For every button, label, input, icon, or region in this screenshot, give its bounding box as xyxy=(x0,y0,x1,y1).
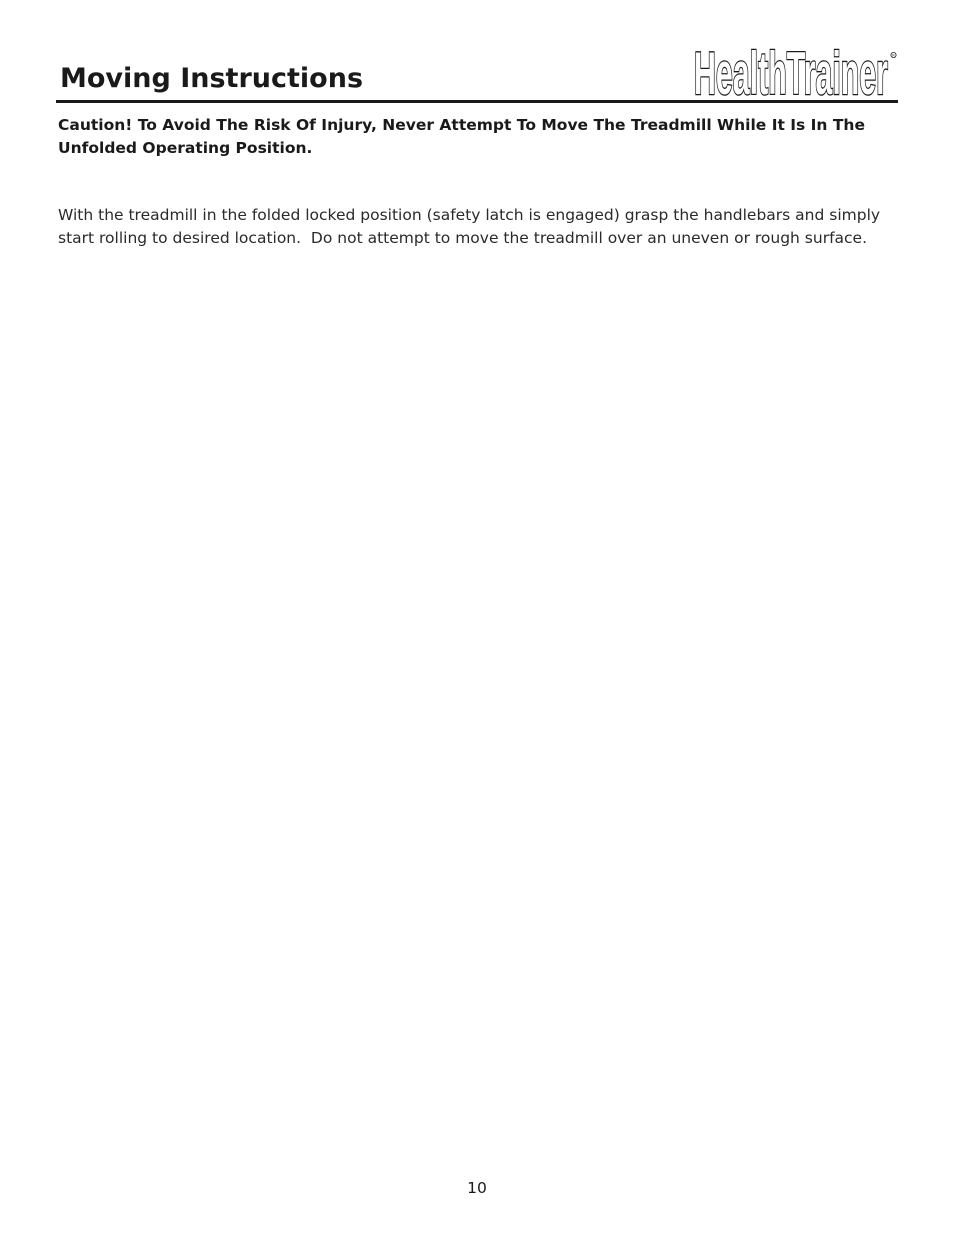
svg-text:R: R xyxy=(892,53,895,58)
page-number: 10 xyxy=(467,1179,487,1197)
page-header xyxy=(56,40,898,103)
svg-text:HealthTrainer: HealthTrainer xyxy=(694,43,888,97)
moving-instructions-paragraph: With the treadmill in the folded locked position (safety latch is engaged) grasp the handlebars and simply start rolling to desired location. Do not attempt to move the treadmill over an uneven or rough surface. xyxy=(58,206,885,247)
page-title: Moving Instructions xyxy=(60,63,364,94)
healthtrainer-logo xyxy=(692,43,898,97)
healthtrainer-logo-graphic xyxy=(692,43,898,97)
caution-warning: Caution! To Avoid The Risk Of Injury, Never Attempt To Move The Treadmill While It Is In The Unfolded Operating Position. xyxy=(58,116,865,157)
